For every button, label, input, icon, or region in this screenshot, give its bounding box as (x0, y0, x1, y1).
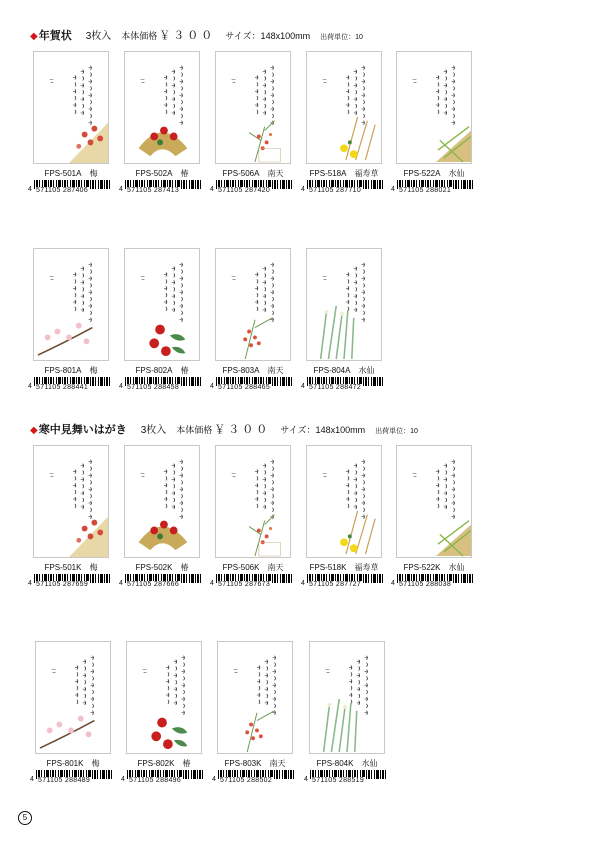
barcode (210, 574, 294, 588)
product-label (306, 168, 382, 179)
barcode-number: 571105 288038 (399, 581, 452, 588)
barcode-number: 571105 287727 (309, 581, 362, 588)
barcode-number: 571105 288441 (36, 384, 89, 391)
barcode-number: 571105 287666 (127, 581, 180, 588)
product-label (124, 365, 200, 376)
barcode-lead-digit: 4 (30, 776, 34, 783)
barcode (28, 180, 112, 194)
barcode-lead-digit: 4 (28, 580, 32, 587)
product-name: 南天 (267, 169, 284, 178)
product-label (306, 365, 382, 376)
barcode-lead-digit: 4 (210, 580, 214, 587)
barcode (121, 770, 205, 784)
price-label: 本体価格 (121, 31, 158, 41)
barcode-lead-digit: 4 (119, 580, 123, 587)
barcode (210, 180, 294, 194)
pack-count: 3枚入 (140, 425, 167, 436)
barcode-lead-digit: 4 (301, 186, 305, 193)
fence-illustration-icon (397, 52, 471, 163)
shipping-unit: 出荷単位：10 (320, 34, 363, 41)
barcode-number: 571105 288502 (220, 777, 273, 784)
postcard-image (33, 445, 109, 558)
product-name: 椿 (180, 366, 189, 375)
postcard-image (215, 248, 291, 361)
barcode-lead-digit: 4 (119, 383, 123, 390)
fan-illustration-icon (125, 446, 199, 557)
postcard-image (396, 445, 472, 558)
barcode (391, 574, 475, 588)
product-name: 南天 (267, 563, 284, 572)
postcard-image (306, 248, 382, 361)
product-code: FPS-506K (222, 563, 260, 572)
berries-illustration-icon (218, 642, 292, 753)
price-value: ￥３００ (214, 424, 271, 436)
product-name: 椿 (180, 169, 189, 178)
product-code: FPS-803A (222, 366, 260, 375)
fan-illustration-icon (125, 52, 199, 163)
barcode (391, 180, 475, 194)
price-label: 本体価格 (176, 425, 213, 435)
product-code: FPS-501A (44, 169, 82, 178)
adonis-illustration-icon (307, 52, 381, 163)
barcode-number: 571105 287659 (36, 581, 89, 588)
berries-illustration-icon (216, 249, 290, 360)
product-label (217, 758, 293, 769)
barcode (301, 377, 385, 391)
product-label (309, 758, 385, 769)
barcode (119, 377, 203, 391)
barcode-lead-digit: 4 (212, 776, 216, 783)
postcard-image (35, 641, 111, 754)
barcode-lead-digit: 4 (391, 186, 395, 193)
barcode (28, 574, 112, 588)
size-info: サイズ：148x100mm (225, 31, 311, 41)
diamond-bullet-icon: ◆ (30, 425, 38, 436)
barcode-number: 571105 287406 (36, 187, 89, 194)
barcode-number: 571105 287413 (127, 187, 180, 194)
product-code: FPS-518A (309, 169, 347, 178)
postcard-image (33, 51, 109, 164)
postcard-image (124, 248, 200, 361)
product-label (33, 365, 109, 376)
section-header-kanchu (30, 421, 418, 437)
barcode (119, 574, 203, 588)
pack-count: 3枚入 (85, 31, 112, 42)
postcard-image (33, 248, 109, 361)
product-code: FPS-804K (316, 759, 354, 768)
product-label (124, 168, 200, 179)
barcode-lead-digit: 4 (304, 776, 308, 783)
postcard-image (124, 445, 200, 558)
barcode (212, 770, 296, 784)
fence-illustration-icon (397, 446, 471, 557)
product-label (215, 168, 291, 179)
barcode-lead-digit: 4 (301, 580, 305, 587)
barcode-number: 571105 288519 (312, 777, 365, 784)
product-code: FPS-801K (46, 759, 84, 768)
barcode (119, 180, 203, 194)
diamond-bullet-icon: ◆ (30, 31, 38, 42)
postcard-image (124, 51, 200, 164)
barcode (301, 180, 385, 194)
postcard-image (215, 445, 291, 558)
product-name: 梅 (89, 169, 98, 178)
barcode-number: 571105 287420 (218, 187, 271, 194)
product-code: FPS-804A (313, 366, 351, 375)
camellia-illustration-icon (127, 642, 201, 753)
product-code: FPS-802A (135, 366, 173, 375)
barcode-lead-digit: 4 (210, 186, 214, 193)
product-code: FPS-802K (137, 759, 175, 768)
product-name: 梅 (89, 366, 98, 375)
barcode-number: 571105 288465 (218, 384, 271, 391)
postcard-image (306, 445, 382, 558)
section-title: 年賀状 (38, 30, 72, 42)
section-header-nengajo (30, 27, 363, 43)
product-code: FPS-501K (44, 563, 82, 572)
adonis-illustration-icon (307, 446, 381, 557)
product-name: 梅 (91, 759, 100, 768)
product-name: 福寿草 (354, 169, 379, 178)
product-label (306, 562, 382, 573)
product-name: 南天 (269, 759, 286, 768)
shipping-unit: 出荷単位：10 (375, 428, 418, 435)
product-name: 福寿草 (354, 563, 379, 572)
product-label (35, 758, 111, 769)
barcode (28, 377, 112, 391)
plumbranch-illustration-icon (34, 249, 108, 360)
barcode-number: 571105 287710 (309, 187, 362, 194)
plum-illustration-icon (34, 446, 108, 557)
postcard-image (126, 641, 202, 754)
nandina-illustration-icon (216, 52, 290, 163)
product-label (33, 562, 109, 573)
product-code: FPS-803K (224, 759, 262, 768)
page-number: 5 (18, 811, 32, 825)
barcode-number: 571105 288021 (399, 187, 452, 194)
barcode (30, 770, 114, 784)
product-name: 水仙 (358, 366, 375, 375)
section-title: 寒中見舞いはがき (38, 424, 127, 436)
product-code: FPS-801A (44, 366, 82, 375)
product-label (396, 168, 472, 179)
narcissus-illustration-icon (310, 642, 384, 753)
barcode (304, 770, 388, 784)
price-value: ￥３００ (159, 30, 216, 42)
postcard-image (309, 641, 385, 754)
product-code: FPS-506A (222, 169, 260, 178)
barcode-lead-digit: 4 (391, 580, 395, 587)
barcode (210, 377, 294, 391)
barcode-lead-digit: 4 (301, 383, 305, 390)
product-name: 椿 (182, 759, 191, 768)
barcode-lead-digit: 4 (119, 186, 123, 193)
nandina-illustration-icon (216, 446, 290, 557)
barcode-number: 571105 288458 (127, 384, 180, 391)
postcard-image (306, 51, 382, 164)
product-name: 水仙 (448, 169, 465, 178)
product-name: 梅 (89, 563, 98, 572)
barcode (301, 574, 385, 588)
plum-illustration-icon (34, 52, 108, 163)
barcode-lead-digit: 4 (28, 186, 32, 193)
product-code: FPS-522A (403, 169, 441, 178)
size-info: サイズ：148x100mm (280, 425, 366, 435)
product-name: 南天 (267, 366, 284, 375)
postcard-image (217, 641, 293, 754)
barcode-lead-digit: 4 (28, 383, 32, 390)
postcard-image (215, 51, 291, 164)
product-name: 水仙 (448, 563, 465, 572)
product-label (215, 562, 291, 573)
barcode-number: 571105 287673 (218, 581, 271, 588)
product-name: 水仙 (361, 759, 378, 768)
product-code: FPS-502K (135, 563, 173, 572)
product-code: FPS-502A (135, 169, 173, 178)
barcode-number: 571105 288496 (129, 777, 182, 784)
product-label (124, 562, 200, 573)
postcard-image (396, 51, 472, 164)
camellia-illustration-icon (125, 249, 199, 360)
product-label (215, 365, 291, 376)
narcissus-illustration-icon (307, 249, 381, 360)
product-label (126, 758, 202, 769)
product-name: 椿 (180, 563, 189, 572)
barcode-number: 571105 288472 (309, 384, 362, 391)
product-code: FPS-518K (309, 563, 347, 572)
product-code: FPS-522K (403, 563, 441, 572)
barcode-lead-digit: 4 (210, 383, 214, 390)
product-label (33, 168, 109, 179)
barcode-lead-digit: 4 (121, 776, 125, 783)
barcode-number: 571105 288489 (38, 777, 91, 784)
product-label (396, 562, 472, 573)
plumbranch-illustration-icon (36, 642, 110, 753)
